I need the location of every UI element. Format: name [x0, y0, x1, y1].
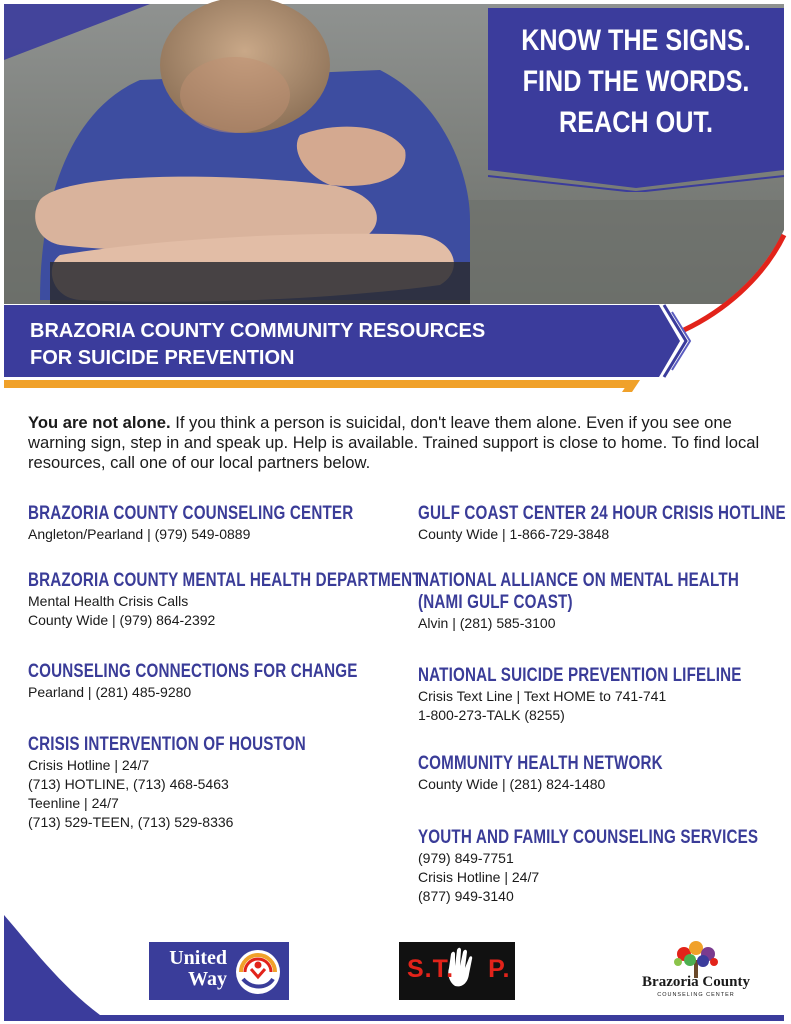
brazoria-wordmark: Brazoria County: [642, 974, 750, 990]
resource-detail: (713) 529-TEEN, (713) 529-8336: [28, 814, 234, 830]
resource-detail: Crisis Text Line | Text HOME to 741-741: [418, 688, 667, 704]
resource-name-line-2: (NAMI GULF COAST): [418, 592, 573, 613]
brazoria-county-counseling-logo: [626, 940, 766, 1004]
brazoria-subtitle: COUNSELING CENTER: [657, 992, 735, 998]
intro-lead: You are not alone.: [28, 413, 171, 432]
resource-detail: (979) 849-7751: [418, 850, 514, 866]
resource-detail: (713) HOTLINE, (713) 468-5463: [28, 776, 229, 792]
resource-name: COMMUNITY HEALTH NETWORK: [418, 753, 663, 774]
resource-entry: [418, 570, 778, 633]
intro-paragraph: [28, 413, 763, 473]
united-way-logo: [149, 942, 289, 1000]
resource-name: GULF COAST CENTER 24 HOUR CRISIS HOTLINE: [418, 503, 786, 524]
united-way-hand-icon: [235, 949, 281, 995]
resource-detail: (877) 949-3140: [418, 888, 514, 904]
resource-detail: Crisis Hotline | 24/7: [28, 757, 150, 773]
resource-name: COUNSELING CONNECTIONS FOR CHANGE: [28, 661, 358, 682]
united-way-wordmark: [155, 948, 227, 990]
tree-icon: [666, 940, 726, 978]
resource-entry: [418, 827, 778, 906]
stop-wordmark: [407, 955, 510, 984]
resource-name: YOUTH AND FAMILY COUNSELING SERVICES: [418, 827, 759, 848]
tagline-line: KNOW THE SIGNS.: [521, 24, 751, 57]
tagline-line: REACH OUT.: [558, 106, 714, 139]
resource-name: NATIONAL SUICIDE PREVENTION LIFELINE: [418, 665, 742, 686]
tagline: [512, 20, 761, 143]
resource-entry: [28, 503, 408, 544]
resource-name: BRAZORIA COUNTY MENTAL HEALTH DEPARTMENT: [28, 570, 422, 591]
resource-detail: Pearland | (281) 485-9280: [28, 684, 192, 700]
tagline-line: FIND THE WORDS.: [522, 65, 750, 98]
hero-section: [0, 0, 791, 395]
resource-detail: County Wide | (281) 824-1480: [418, 776, 606, 792]
resource-name: BRAZORIA COUNTY COUNSELING CENTER: [28, 503, 354, 524]
resource-detail: County Wide | 1-866-729-3848: [418, 526, 610, 542]
stop-wordmark-start: S.T.: [407, 955, 455, 983]
resource-entry: [418, 665, 778, 725]
resource-entry: [28, 734, 408, 832]
stop-wordmark-end: P.: [488, 955, 511, 983]
intro-body: If you think a person is suicidal, don't leave them alone. Even if you see one warning sign, step in and speak up. Help is available. Trained support is close to home. To find local resources, call one of our local partners below.: [28, 413, 760, 472]
resource-detail: Mental Health Crisis Calls: [28, 593, 189, 609]
page-title-line: FOR SUICIDE PREVENTION: [30, 347, 295, 369]
page-title: [30, 318, 485, 372]
united-way-word: Way: [188, 968, 227, 990]
resource-name: NATIONAL ALLIANCE ON MENTAL HEALTH: [418, 570, 739, 591]
stop-logo: [399, 942, 515, 1000]
resource-detail: County Wide | (979) 864-2392: [28, 612, 216, 628]
page-title-line: BRAZORIA COUNTY COMMUNITY RESOURCES: [30, 320, 486, 342]
united-way-word: United: [169, 947, 227, 969]
resource-detail: Teenline | 24/7: [28, 795, 119, 811]
resource-detail: Angleton/Pearland | (979) 549-0889: [28, 526, 251, 542]
resource-detail: Alvin | (281) 585-3100: [418, 615, 556, 631]
resource-entry: [28, 570, 422, 630]
resource-name: CRISIS INTERVENTION OF HOUSTON: [28, 734, 306, 755]
resource-entry: [418, 753, 778, 794]
resource-entry: [28, 661, 408, 702]
tagline-box-tail: [488, 166, 784, 192]
resource-entry: [418, 503, 786, 544]
resource-detail: 1-800-273-TALK (8255): [418, 707, 565, 723]
resource-detail: Crisis Hotline | 24/7: [418, 869, 540, 885]
